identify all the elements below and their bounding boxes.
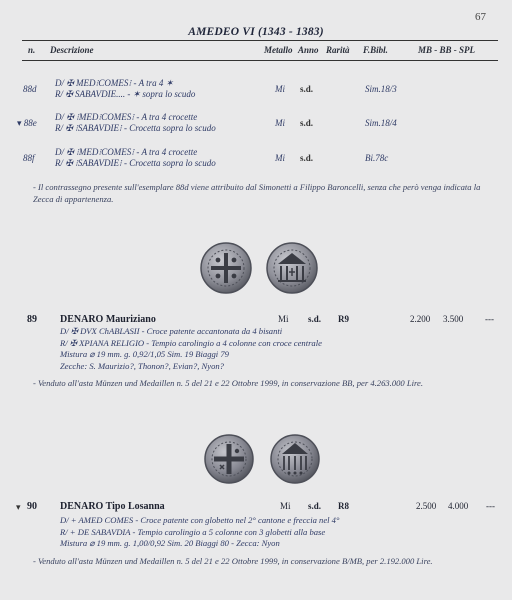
lot-price-spl: --- (486, 501, 495, 511)
lot-line: R/ ✠ XPIANA RELIGIO - Tempio carolingio a 4 colonne con croce centrale (60, 337, 322, 348)
lot-number: 89 (27, 314, 37, 325)
lot-price-bb: 3.500 (443, 314, 464, 324)
table-header (22, 40, 498, 61)
entry-bibl: Sim.18/3 (365, 84, 397, 94)
entry-metal: Mi (275, 153, 285, 163)
lot-rarity: R8 (338, 501, 349, 511)
lot-line: Mistura ⌀ 19 mm. g. 0,92/1,05 Sim. 19 Biaggi 79 (60, 349, 229, 359)
entry-bibl: Sim.18/4 (365, 118, 397, 128)
entry-obverse: D/ ✠ ⁝MED⁝COMES⁝ - A tra 4 crocette (55, 112, 198, 122)
entry-date: s.d. (300, 84, 314, 94)
entry-reverse: R/ ✠ ⁝SABAVDIE⁝ - Crocetta sopra lo scudo (55, 123, 216, 133)
lot-metal: Mi (278, 314, 289, 324)
lot-90-header (16, 501, 502, 515)
lot-price-spl: --- (485, 314, 494, 324)
entry-date: s.d. (300, 118, 314, 128)
entry-metal: Mi (275, 84, 285, 94)
lot-name: DENARO Tipo Losanna (60, 501, 165, 512)
entry-reverse: R/ ✠ SABAVDIE.... - ✶ sopra lo scudo (55, 89, 196, 99)
lot-90-description (60, 515, 339, 550)
coin-obverse (205, 435, 253, 483)
page-number: 67 (475, 11, 486, 23)
coin-reverse (267, 243, 317, 293)
entry-obverse: D/ ✠ ⁝MED⁝COMES⁝ - A tra 4 crocette (55, 147, 198, 157)
lot-date: s.d. (308, 314, 322, 324)
lot-number: 90 (27, 501, 37, 512)
header-n: n. (28, 45, 36, 55)
lot-name: DENARO Mauriziano (60, 314, 156, 325)
bleed-through-texture (300, 212, 490, 272)
entry-bibl: Bi.78c (365, 153, 389, 163)
lot-line: D/ ✠ DVX ChABLASII - Croce patente accantonata da 4 bisanti (60, 326, 283, 336)
entry-number: 88f (23, 153, 35, 163)
lot-line: D/ + AMED COMES - Croce patente con globetto nel 2° cantone e freccia nel 4° (60, 515, 340, 525)
lot-rarity: R9 (338, 314, 349, 324)
entry-date: s.d. (300, 153, 314, 163)
header-fbibl: F.Bibl. (363, 45, 388, 55)
header-descrizione: Descrizione (50, 45, 94, 55)
lot-price-mb: 2.500 (416, 501, 437, 511)
coin-reverse (271, 435, 319, 483)
entry-obverse: D/ ✠ MED⁝COMES⁝ - A tra 4 ✶ (55, 78, 174, 88)
coin-image-90 (201, 430, 325, 488)
header-metallo: Metallo (264, 45, 293, 55)
lot-date: s.d. (308, 501, 322, 511)
marker-icon: ▾ (16, 502, 21, 512)
lot-metal: Mi (280, 501, 291, 511)
coin-image-89 (198, 238, 322, 298)
entry-number: 88d (23, 84, 37, 94)
header-grades: MB - BB - SPL (418, 45, 476, 55)
lot-89-note: - Venduto all'asta Münzen und Medaillen n. 5 del 21 e 22 Ottobre 1999, in conservazione BB, per 4.263.000 Lire. (33, 378, 424, 388)
lot-price-mb: 2.200 (410, 314, 431, 324)
entry-number: ▾ 88e (17, 118, 37, 128)
header-anno: Anno (298, 45, 319, 55)
lot-line: Mistura ⌀ 19 mm. g. 1,00/0,92 Sim. 20 Biaggi 80 - Zecca: Nyon (60, 538, 280, 548)
entry-reverse: R/ ✠ ⁝SABAVDIE⁝ - Crocetta sopra lo scudo (55, 158, 216, 168)
header-rarita: Rarità (326, 45, 350, 55)
entry-metal: Mi (275, 118, 285, 128)
section-title: AMEDEO VI (1343 - 1383) (188, 26, 324, 38)
lot-line: Zecche: S. Maurizio?, Thonon?, Evian?, Nyon? (60, 360, 224, 371)
lot-89-description (60, 326, 322, 372)
lot-price-bb: 4.000 (448, 501, 469, 511)
lot-line: R/ + DE SABAVDIA - Tempio carolingio a 5 colonne con 3 globetti alla base (60, 526, 326, 537)
coin-obverse (201, 243, 251, 293)
lot-90-note: - Venduto all'asta Münzen und Medaillen n. 5 del 21 e 22 Ottobre 1999, in conservazione B/MB, per 2.192.000 Lire. (33, 556, 433, 566)
note-88: - Il contrassegno presente sull'esemplare 88d viene attribuito dal Simonetti a Filippo Baroncelli, senza che però venga indicata la Zecca di appartenenza. (33, 182, 481, 204)
